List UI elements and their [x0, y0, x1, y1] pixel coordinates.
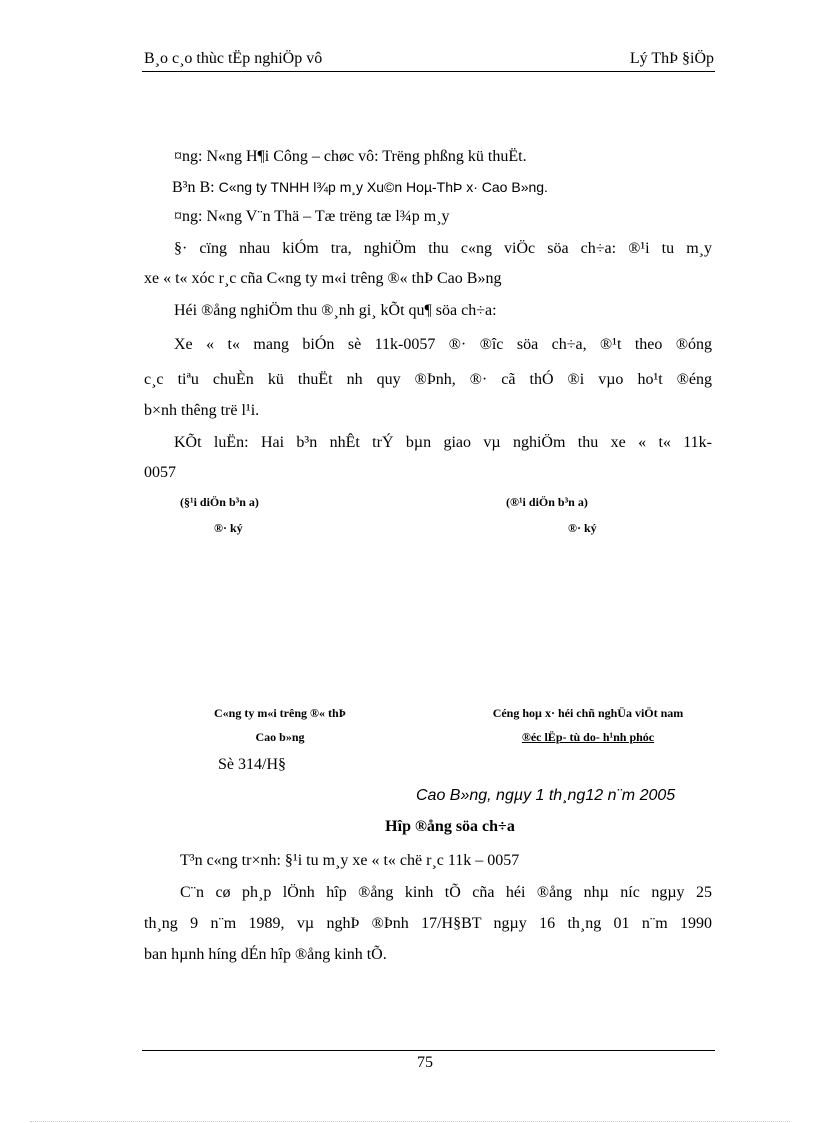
signature-left-status: ®· ký [214, 521, 243, 535]
paragraph-result-l1: Xe « t« mang biÓn sè 11k-0057 ®· ®îc söa ch÷a, ®¹t theo ®óng [174, 336, 712, 353]
contract-legal-basis-l2: th¸ng 9 n¨m 1989, vµ nghÞ ®Þnh 17/H§BT ngµy 16 th¸ng 01 n¨m 1990 [144, 915, 712, 932]
page-bottom-edge [30, 1121, 790, 1122]
running-header-title: B¸o c¸o thùc tËp nghiÖp vô [144, 50, 323, 67]
contract-project-name: T³n c«ng tr×nh: §¹i tu m¸y xe « t« chë r¸c 11k – 0057 [180, 852, 520, 869]
national-motto-line1: Céng hoµ x· héi chñ nghÜa viÖt nam [492, 706, 684, 720]
signature-right-role: (®¹i diÖn b³n a) [506, 495, 588, 509]
contract-org-name: C«ng ty m«i trêng ®« thÞ [214, 706, 346, 720]
contract-date: Cao B»ng, ngµy 1 th¸ng12 n¨m 2005 [416, 787, 676, 804]
contract-org-city: Cao b»ng [255, 730, 305, 744]
signature-right-status: ®· ký [568, 521, 597, 535]
contract-legal-basis-l3: ban hµnh híng dÉn hîp ®ång kinh tÕ. [144, 946, 387, 963]
party-b-line [172, 172, 712, 203]
national-motto-line2: ®éc lËp- tù do- h¹nh phóc [521, 730, 655, 744]
paragraph-inspection-l2: xe « t« xóc r¸c cña C«ng ty m«i trêng ®« thÞ Cao B»ng [144, 270, 502, 287]
paragraph-result-l3: b×nh thêng trë l¹i. [144, 402, 260, 419]
running-header-author: Lý ThÞ §iÖp [629, 50, 714, 67]
signature-left-role: (§¹i diÖn b³n a) [180, 495, 259, 509]
paragraph-inspection-l1: §· cïng nhau kiÓm tra, nghiÖm thu c«ng viÖc söa ch÷a: ®¹i tu m¸y [174, 240, 712, 257]
paragraph-conclusion-l1: KÕt luËn: Hai b³n nhÊt trÝ bµn giao vµ nghiÖm thu xe « t« 11k- [174, 434, 712, 451]
page-number: 75 [417, 1054, 433, 1071]
party-b-label: B³n B: [172, 179, 219, 196]
contract-legal-basis-l1: C¨n cø ph¸p lÖnh hîp ®ång kinh tÕ cña héi ®ång nhµ níc ngµy 25 [180, 884, 712, 901]
contract-number: Sè 314/H§ [218, 756, 286, 773]
contract-title: Hîp ®ång söa ch÷a [385, 818, 515, 835]
paragraph-conclusion-l2: 0057 [144, 464, 176, 481]
footer-rule [142, 1050, 715, 1051]
header-rule [142, 71, 715, 72]
paragraph-evaluation: Héi ®ång nghiÖm thu ®¸nh gi¸ kÕt qu¶ söa ch÷a: [174, 302, 497, 319]
paragraph-result-l2: c¸c tiªu chuÈn kü thuËt nh quy ®Þnh, ®· cã thÓ ®i vµo ho¹t ®éng [144, 371, 712, 388]
party-b-company: C«ng ty TNHH l¾p m¸y Xu©n Hoµ-ThÞ x· Cao B»ng. [218, 179, 548, 195]
party-b-person-1: ¤ng: N«ng H¶i Công – chøc vô: Trëng phßng kü thuËt. [174, 148, 527, 165]
party-b-person-2: ¤ng: N«ng V¨n Thä – Tæ trëng tæ l¾p m¸y [174, 208, 450, 225]
